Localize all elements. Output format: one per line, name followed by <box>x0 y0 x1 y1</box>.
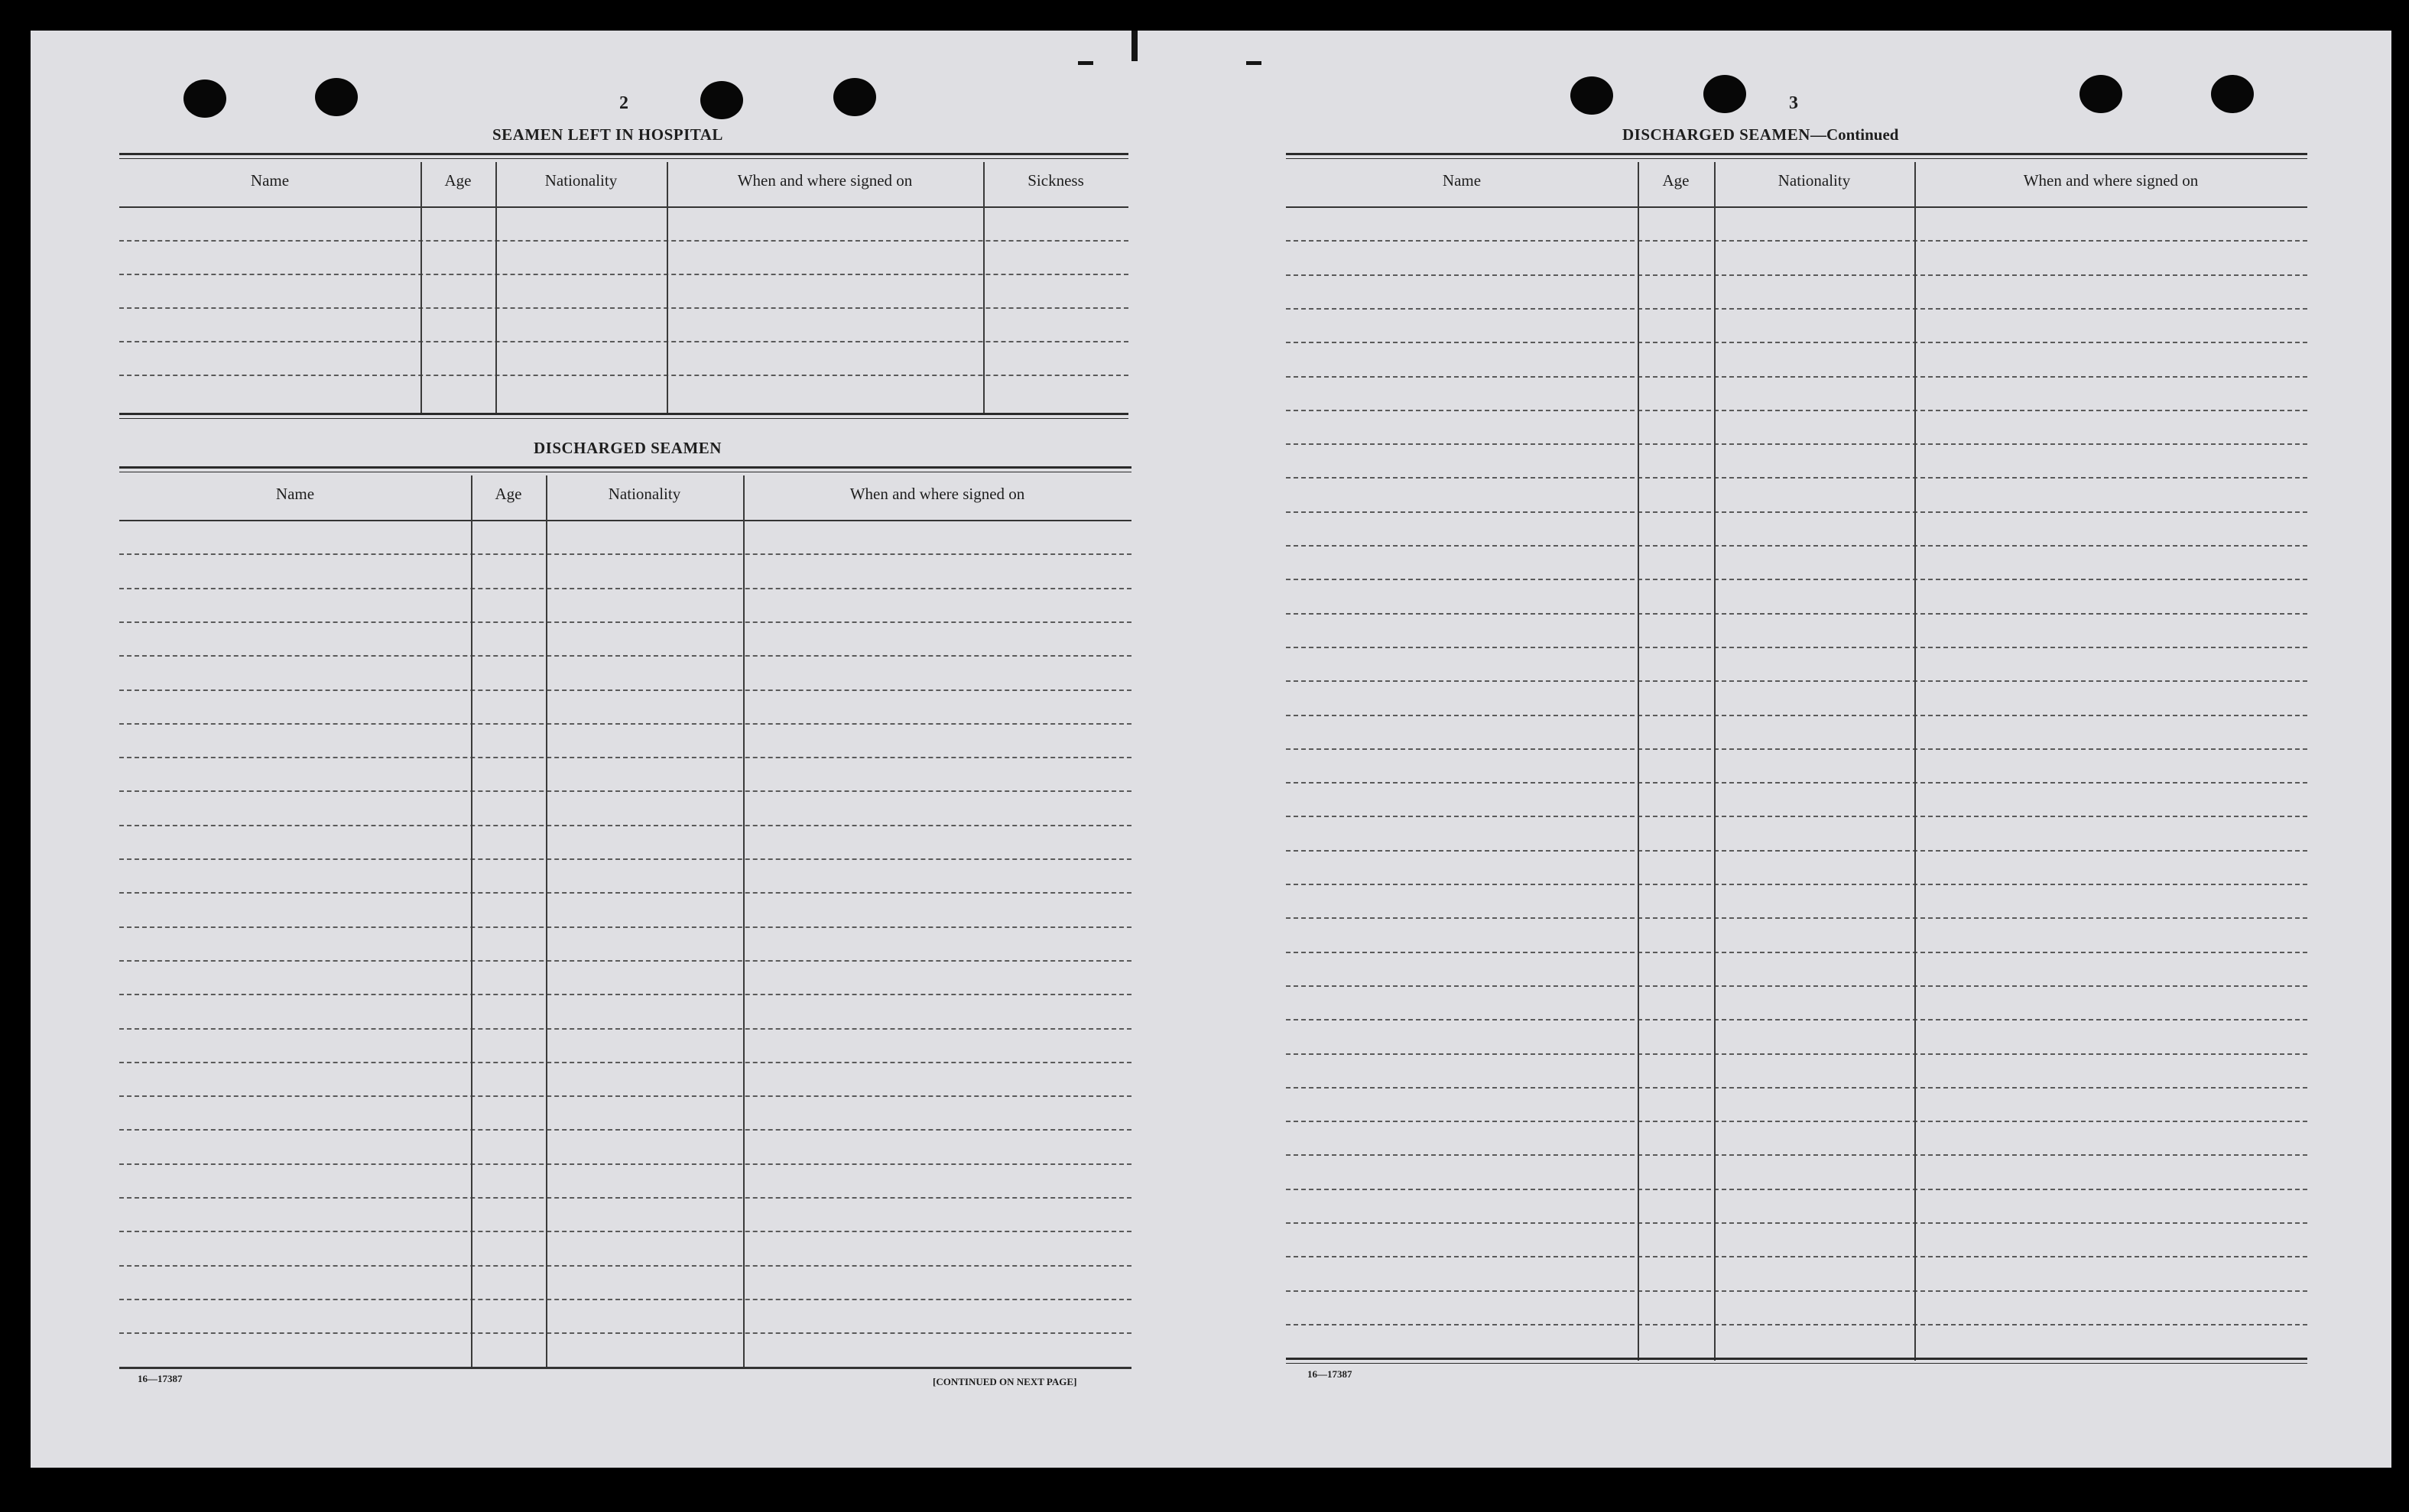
continued-row-line <box>1286 985 2307 987</box>
ink-mark <box>1131 31 1138 61</box>
discharged-row-line <box>119 757 1131 758</box>
continued-row-line <box>1286 1222 2307 1224</box>
continued-row-line <box>1286 782 2307 784</box>
discharged-col-signed-on: When and where signed on <box>849 485 1025 503</box>
continued-col-signed-on: When and where signed on <box>2023 171 2199 190</box>
discharged-row-line <box>119 1197 1131 1199</box>
continued-row-line <box>1286 1019 2307 1020</box>
continued-row-line <box>1286 1324 2307 1325</box>
discharged-table-top-rule <box>119 466 1131 472</box>
discharged-section-title: DISCHARGED SEAMEN <box>534 439 722 457</box>
hospital-row-line <box>119 307 1128 309</box>
discharged-row-line <box>119 1299 1131 1300</box>
continued-row-line <box>1286 1154 2307 1156</box>
discharged-row-line <box>119 892 1131 894</box>
hospital-col-divider <box>667 162 668 414</box>
continued-row-line <box>1286 1256 2307 1257</box>
continued-col-divider <box>1914 162 1916 1361</box>
continued-row-line <box>1286 410 2307 411</box>
discharged-row-line <box>119 825 1131 826</box>
continued-col-divider <box>1714 162 1716 1361</box>
continued-row-line <box>1286 850 2307 852</box>
hospital-col-age: Age <box>444 171 472 190</box>
ink-mark <box>1078 61 1093 65</box>
continued-row-line <box>1286 1087 2307 1089</box>
binder-hole <box>2211 75 2254 113</box>
discharged-row-line <box>119 994 1131 995</box>
discharged-row-line <box>119 960 1131 962</box>
binder-hole <box>1570 76 1613 115</box>
binder-hole <box>315 78 358 116</box>
continued-row-line <box>1286 917 2307 919</box>
continued-row-line <box>1286 376 2307 378</box>
continued-row-line <box>1286 884 2307 885</box>
binder-hole <box>1703 75 1746 113</box>
discharged-header-rule <box>119 520 1131 521</box>
discharged-row-line <box>119 1095 1131 1097</box>
discharged-col-divider <box>471 475 472 1368</box>
discharged-row-line <box>119 790 1131 792</box>
continued-col-age: Age <box>1662 171 1690 190</box>
form-sheet <box>31 31 2391 1468</box>
hospital-col-nationality: Nationality <box>544 171 618 190</box>
continued-row-line <box>1286 1053 2307 1055</box>
discharged-row-line <box>119 1129 1131 1131</box>
discharged-row-line <box>119 926 1131 928</box>
form-number-right: 16—17387 <box>1307 1368 1352 1380</box>
continued-row-line <box>1286 342 2307 343</box>
continued-row-line <box>1286 1189 2307 1190</box>
hospital-section-title: SEAMEN LEFT IN HOSPITAL <box>492 125 723 144</box>
continued-row-line <box>1286 308 2307 310</box>
discharged-col-divider <box>546 475 547 1368</box>
binder-hole <box>700 81 743 119</box>
continued-row-line <box>1286 680 2307 682</box>
discharged-row-line <box>119 858 1131 860</box>
continued-row-line <box>1286 1121 2307 1122</box>
page-number-right: 3 <box>1789 93 1798 113</box>
hospital-row-line <box>119 240 1128 242</box>
continued-row-line <box>1286 477 2307 479</box>
discharged-row-line <box>119 1231 1131 1232</box>
discharged-row-line <box>119 1163 1131 1165</box>
continued-row-line <box>1286 240 2307 242</box>
hospital-col-name: Name <box>250 171 290 190</box>
continued-header-rule <box>1286 206 2307 208</box>
continued-col-name: Name <box>1442 171 1482 190</box>
hospital-col-divider <box>420 162 422 414</box>
continued-row-line <box>1286 715 2307 716</box>
discharged-row-line <box>119 1062 1131 1063</box>
discharged-col-nationality: Nationality <box>608 485 681 503</box>
continued-row-line <box>1286 647 2307 648</box>
continued-table-top-rule <box>1286 153 2307 159</box>
discharged-row-line <box>119 553 1131 555</box>
hospital-col-divider <box>983 162 985 414</box>
discharged-col-name: Name <box>275 485 315 503</box>
hospital-col-divider <box>495 162 497 414</box>
discharged-row-line <box>119 689 1131 691</box>
hospital-row-line <box>119 341 1128 342</box>
hospital-table-bottom-rule <box>119 413 1128 419</box>
continued-row-line <box>1286 545 2307 547</box>
continued-note: [CONTINUED ON NEXT PAGE] <box>933 1376 1077 1387</box>
discharged-row-line <box>119 655 1131 657</box>
form-number-left: 16—17387 <box>138 1373 183 1384</box>
discharged-continued-title-main: DISCHARGED SEAMEN <box>1622 125 1810 144</box>
hospital-header-rule <box>119 206 1128 208</box>
hospital-row-line <box>119 375 1128 376</box>
discharged-row-line <box>119 1332 1131 1334</box>
continued-row-line <box>1286 274 2307 276</box>
continued-table-bottom-rule <box>1286 1358 2307 1364</box>
hospital-col-sickness: Sickness <box>1028 171 1084 190</box>
continued-col-divider <box>1638 162 1639 1361</box>
discharged-col-divider <box>743 475 745 1368</box>
continued-row-line <box>1286 816 2307 817</box>
discharged-table-bottom-rule <box>119 1367 1131 1369</box>
continued-row-line <box>1286 952 2307 953</box>
continued-col-nationality: Nationality <box>1778 171 1851 190</box>
continued-row-line <box>1286 613 2307 615</box>
ink-mark <box>1246 61 1261 65</box>
continued-row-line <box>1286 748 2307 750</box>
binder-hole <box>183 79 226 118</box>
binder-hole <box>833 78 876 116</box>
hospital-col-signed-on: When and where signed on <box>737 171 913 190</box>
continued-row-line <box>1286 443 2307 445</box>
continued-row-line <box>1286 579 2307 580</box>
discharged-col-age: Age <box>495 485 522 503</box>
discharged-row-line <box>119 621 1131 623</box>
hospital-row-line <box>119 274 1128 275</box>
binder-hole <box>2079 75 2122 113</box>
discharged-row-line <box>119 1028 1131 1030</box>
continued-row-line <box>1286 1290 2307 1292</box>
page-number-left: 2 <box>619 93 628 113</box>
continued-row-line <box>1286 511 2307 513</box>
discharged-continued-suffix: —Continued <box>1810 125 1899 144</box>
discharged-row-line <box>119 1265 1131 1267</box>
discharged-row-line <box>119 588 1131 589</box>
discharged-row-line <box>119 723 1131 725</box>
hospital-table-top-rule <box>119 153 1128 159</box>
discharged-continued-title <box>1622 125 1898 144</box>
